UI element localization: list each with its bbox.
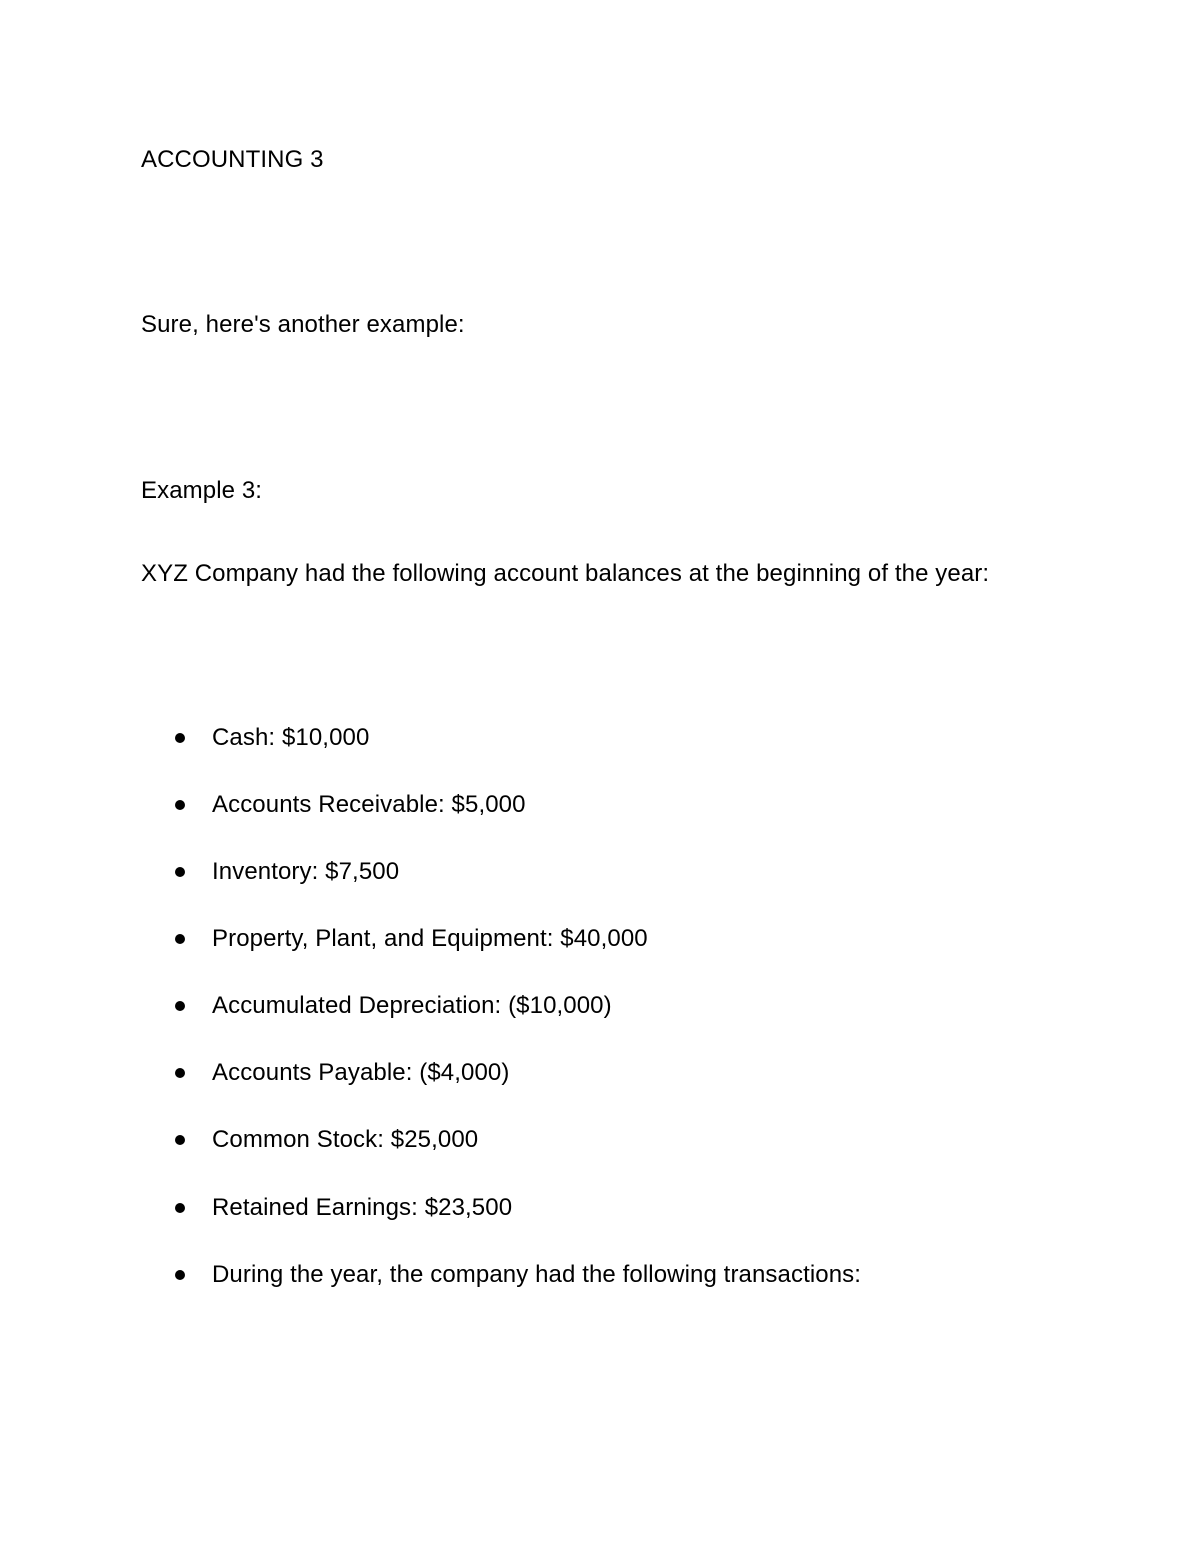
- bullet-icon: [175, 1068, 185, 1078]
- list-item: [0, 1125, 1100, 1155]
- description-text: XYZ Company had the following account balances at the beginning of the year:: [141, 560, 990, 587]
- bullet-icon: [175, 934, 185, 944]
- list-item-text: Accumulated Depreciation: ($10,000): [212, 992, 612, 1019]
- list-item: [0, 857, 1100, 887]
- list-item-text: Inventory: $7,500: [212, 858, 400, 885]
- list-item: [0, 924, 1100, 954]
- list-item-text: Cash: $10,000: [212, 724, 370, 751]
- list-item: [0, 723, 1100, 753]
- document-title: ACCOUNTING 3: [141, 146, 324, 173]
- list-item-text: Accounts Payable: ($4,000): [212, 1059, 510, 1086]
- bullet-icon: [175, 733, 185, 743]
- bullet-icon: [175, 867, 185, 877]
- list-item: [0, 790, 1100, 820]
- list-item-text: Common Stock: $25,000: [212, 1126, 479, 1153]
- bullet-icon: [175, 1203, 185, 1213]
- list-item: [0, 1260, 1100, 1290]
- list-item-text: Retained Earnings: $23,500: [212, 1194, 513, 1221]
- bullet-icon: [175, 800, 185, 810]
- intro-text: Sure, here's another example:: [141, 311, 465, 338]
- list-item: [0, 991, 1100, 1021]
- list-item-text: During the year, the company had the following transactions:: [212, 1261, 862, 1288]
- bullet-icon: [175, 1270, 185, 1280]
- list-item-text: Property, Plant, and Equipment: $40,000: [212, 925, 648, 952]
- list-item: [0, 1058, 1100, 1088]
- list-item-text: Accounts Receivable: $5,000: [212, 791, 526, 818]
- list-item: [0, 1193, 1100, 1223]
- bullet-icon: [175, 1135, 185, 1145]
- example-heading: Example 3:: [141, 477, 263, 504]
- bullet-icon: [175, 1001, 185, 1011]
